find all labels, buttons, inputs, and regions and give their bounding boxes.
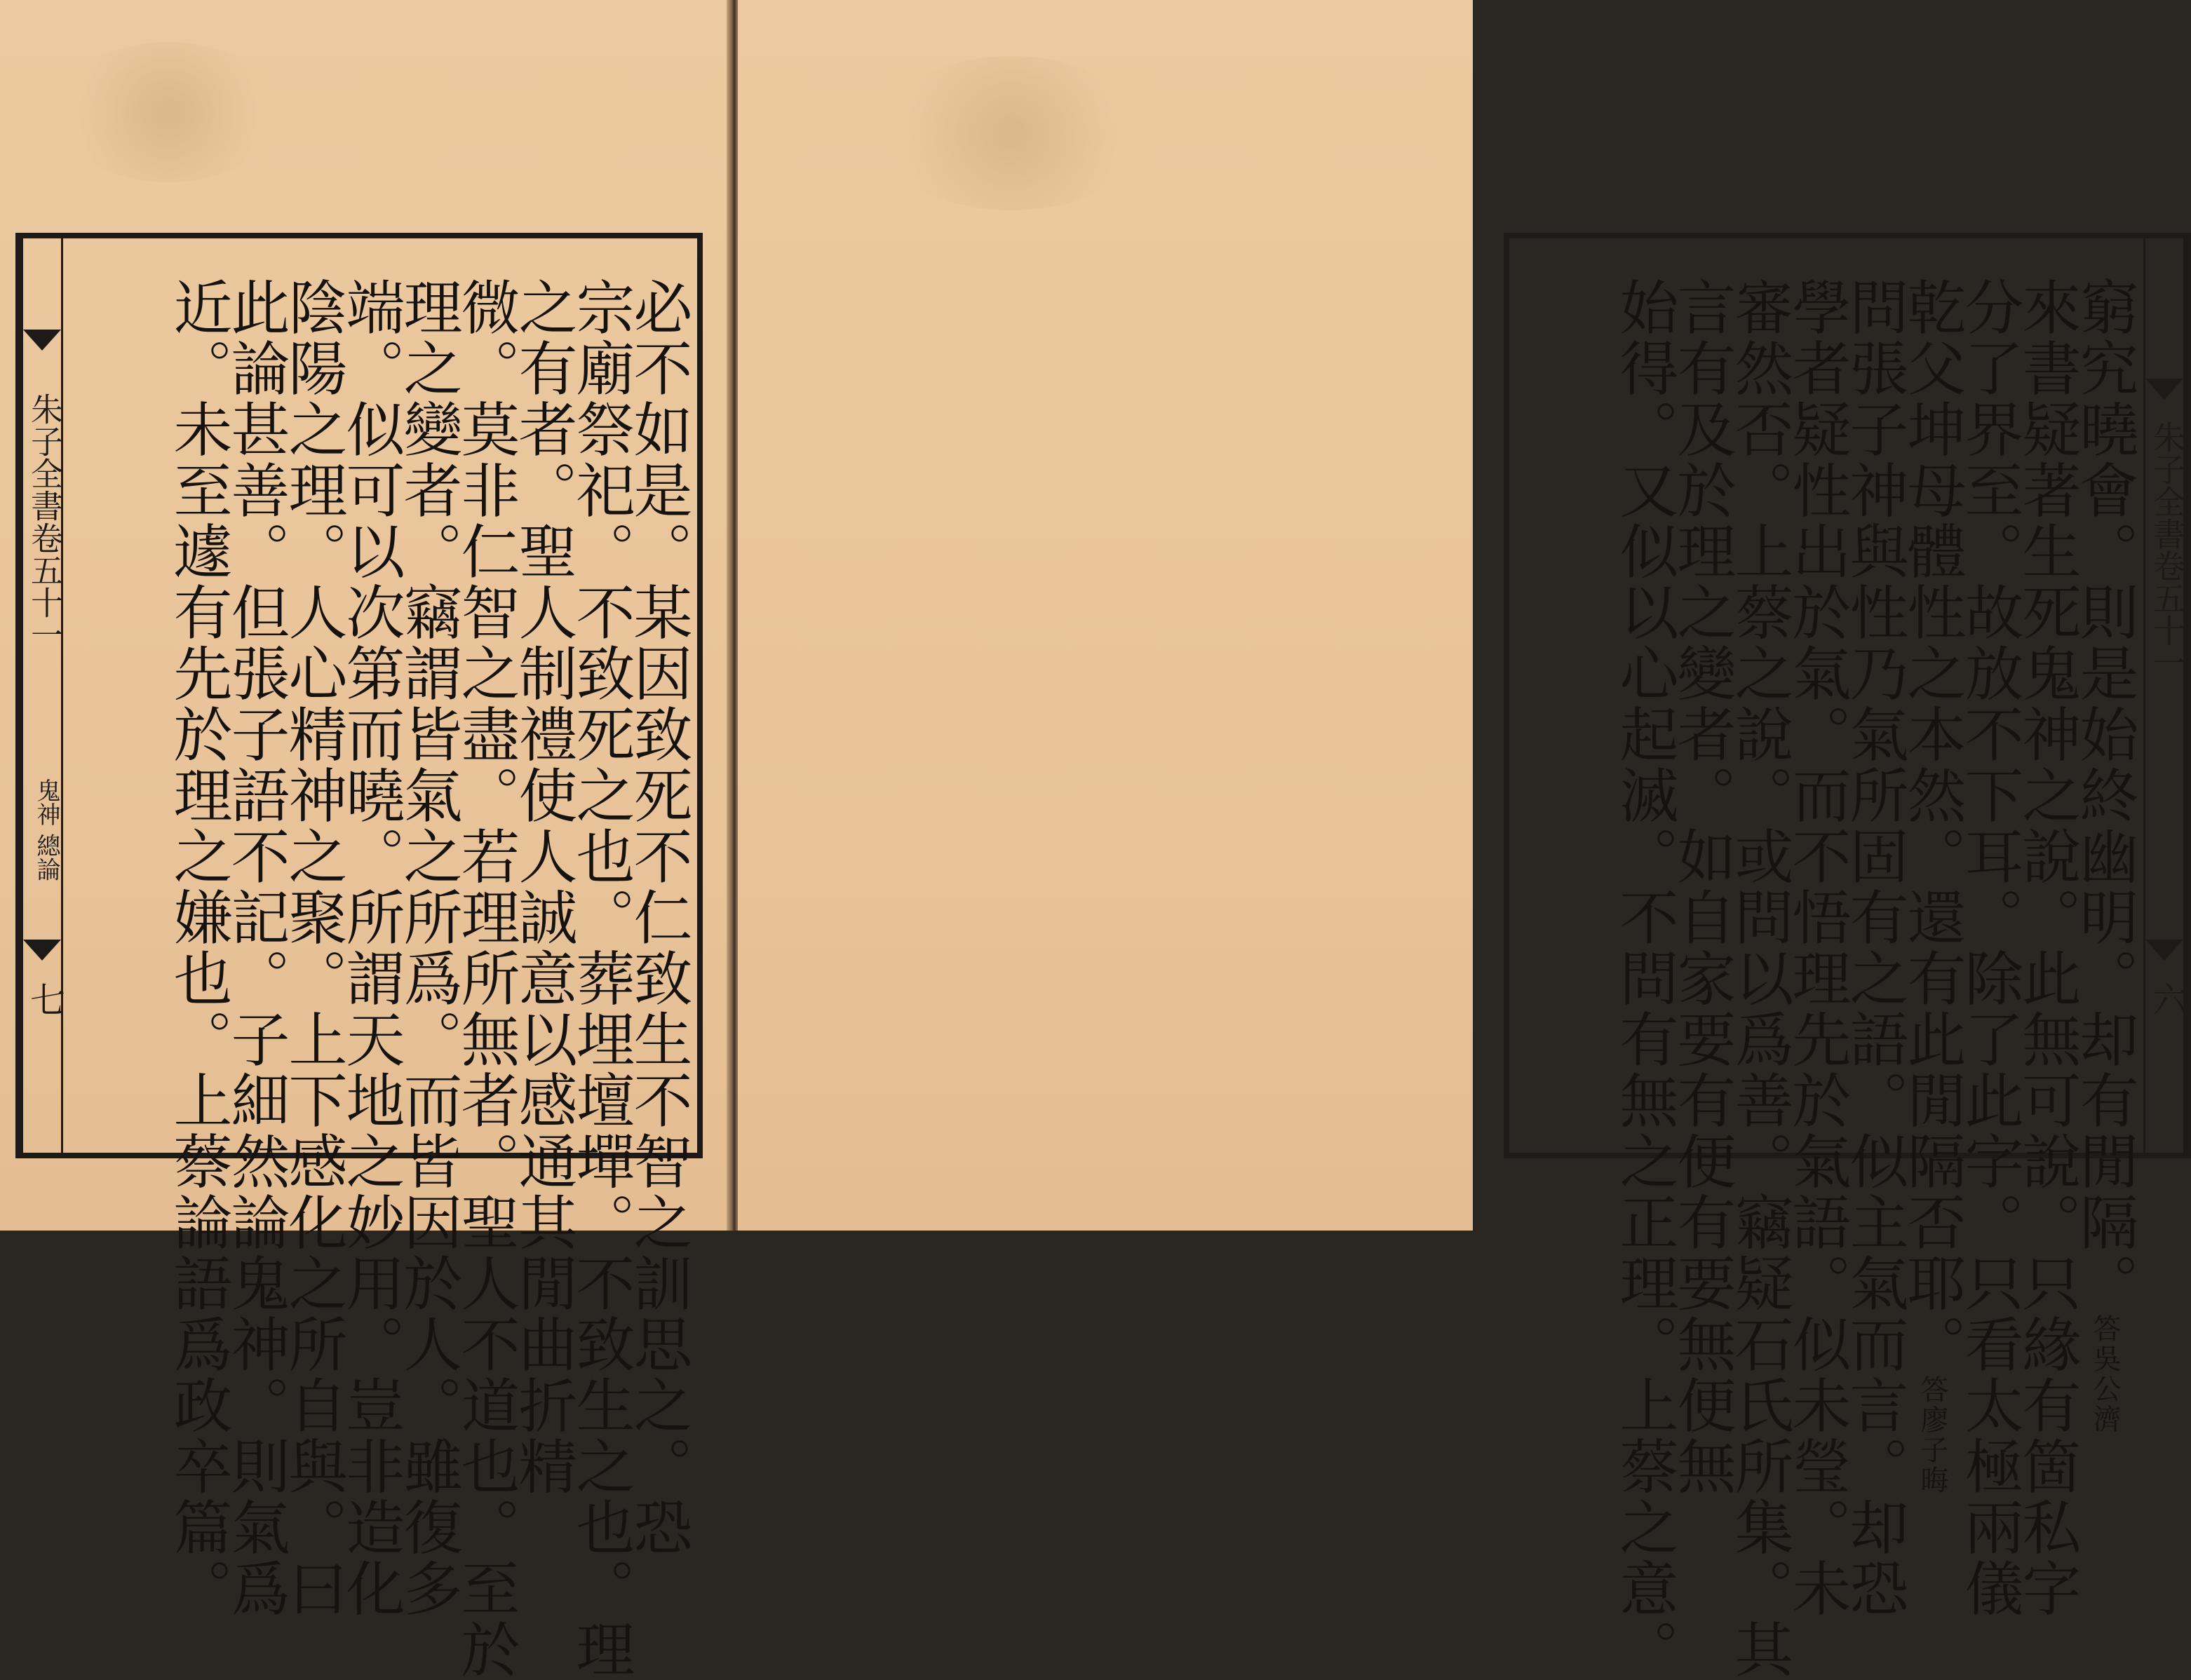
right-page-text xyxy=(1537,238,2139,1680)
text-column: 乾父坤母體性之本然。還有此閒隔否耶。答廖子晦 xyxy=(1898,277,1967,1496)
left-page-text xyxy=(84,238,693,1680)
fishtail-mark xyxy=(2145,379,2183,400)
right-page xyxy=(738,0,2187,1680)
text-column: 來書疑著生死鬼神之說。此無可說。只緣有箇私字 xyxy=(2013,277,2082,1619)
banxin-section: 鬼神 總論 xyxy=(32,778,60,881)
text-column: 審然否。上蔡之說。或問以爲善。竊疑石氏所集。其 xyxy=(1725,277,1794,1680)
banxin-title: 朱子全書卷五十一 xyxy=(2148,421,2186,679)
interlinear-note: 答廖子晦 xyxy=(1916,1375,1948,1496)
left-page-frame xyxy=(15,233,703,1680)
fishtail-mark xyxy=(23,940,61,961)
fishtail-mark xyxy=(23,330,61,351)
text-column: 問張子神與性乃氣所固有之語。似主氣而言。却恐 xyxy=(1840,277,1909,1619)
paper-stain xyxy=(878,56,1145,210)
text-column: 宗廟祭祀。不致死之也。葬埋壇墠。不致生之也。理 xyxy=(567,277,635,1680)
text-column: 此論甚善。但張子語不記。子細然論鬼神。則氣爲 xyxy=(222,277,290,1619)
text-column: 理之變者。竊謂皆氣之所爲。而皆因於人。雖復多 xyxy=(394,277,463,1619)
left-page xyxy=(0,0,729,1680)
text-column: 之有者。聖人制禮使人誠意以感通其閒曲折精 xyxy=(509,277,578,1497)
banxin-title: 朱子全書卷五十一 xyxy=(26,393,64,651)
text-column: 端。似可以次第而曉。所謂天地之妙用。豈非造化 xyxy=(337,277,405,1619)
text-column: 微。莫非仁智之盡。若理所無者。聖人不道也。至於 xyxy=(452,277,520,1680)
left-banxin xyxy=(21,238,63,1153)
text-column: 必不如是。某因致死不仁致生不智之訓思之。恐 xyxy=(624,277,693,1558)
text-column: 陰陽之理。人心精神之聚。上下感化之所自與。曰 xyxy=(279,277,348,1619)
right-page-frame xyxy=(1504,233,2191,1680)
text-column: 分了界至。故放不下耳。除了此字。只看太極兩儀 xyxy=(1955,277,2024,1619)
text-column: 言有及於理之變者。如自家要有便有要無便無 xyxy=(1668,277,1737,1497)
text-column: 近。未至遽有先於理之嫌也。上蔡論語爲政卒篇。 xyxy=(164,277,233,1619)
banxin-page-number: 六 xyxy=(2147,982,2187,1017)
fishtail-mark xyxy=(2145,940,2183,961)
text-column: 始得。又似以心起滅。不問有無之正理。上蔡之意。 xyxy=(1610,277,1679,1680)
text-column: 學者疑性出於氣。而不悟理先於氣語。似未瑩。未 xyxy=(1783,277,1852,1619)
text-column: 窮究曉會。則是始終幽明。却有閒隔。答吳公濟 xyxy=(2070,277,2139,1435)
banxin-page-number: 七 xyxy=(25,982,65,1017)
interlinear-note: 答吳公濟 xyxy=(2089,1314,2121,1435)
paper-stain xyxy=(56,42,281,182)
right-banxin xyxy=(2143,238,2185,1153)
